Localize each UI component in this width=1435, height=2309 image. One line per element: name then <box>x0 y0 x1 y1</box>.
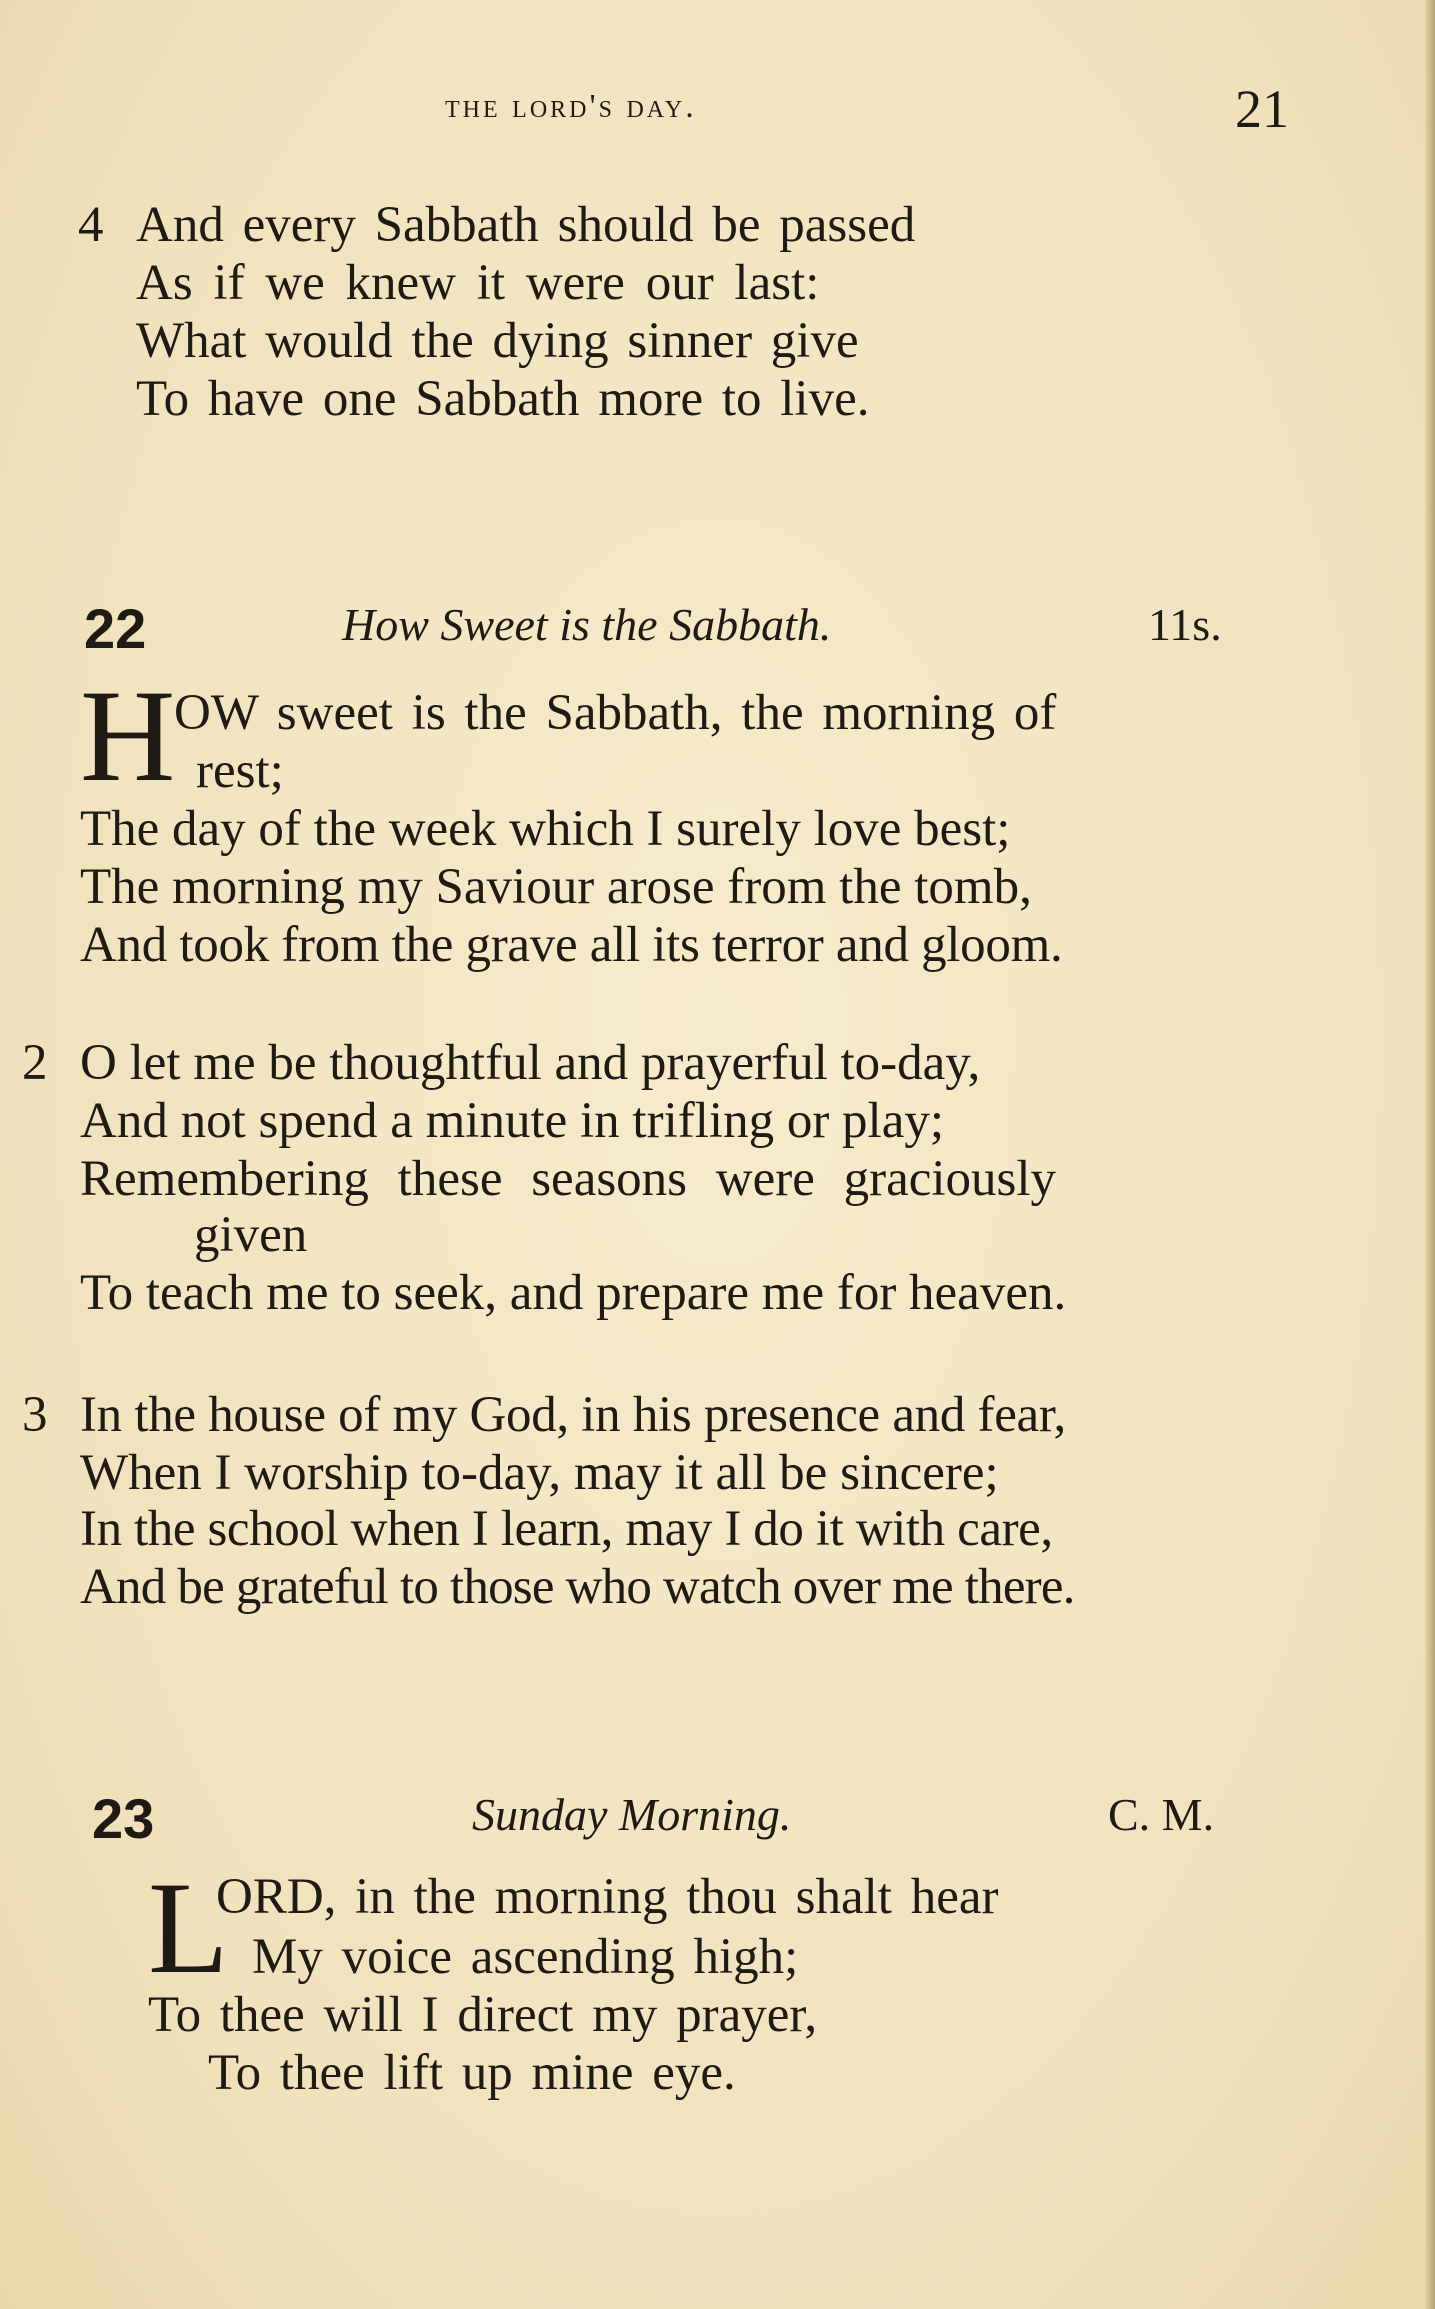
drop-cap: H <box>80 662 176 809</box>
page-header <box>0 78 1435 138</box>
hymn-number: 23 <box>92 1787 155 1850</box>
drop-cap: L <box>148 1854 229 2001</box>
hymn-number: 22 <box>84 597 147 660</box>
page-number: 21 <box>1235 79 1289 139</box>
verse-line: And be grateful to those who watch over me there. <box>80 1559 1075 1615</box>
stanza-number: 2 <box>22 1035 48 1091</box>
verse-line: My voice ascending high; <box>252 1929 799 1985</box>
verse-line: The day of the week which I surely love best; <box>80 801 1011 857</box>
hymn-title: How Sweet is the Sabbath. <box>342 599 832 650</box>
hymn-title: Sunday Morning. <box>472 1789 792 1840</box>
verse-line: OW sweet is the Sabbath, the morning of <box>174 685 1057 741</box>
verse-line: To thee will I direct my prayer, <box>148 1987 818 2043</box>
verse-line: And every Sabbath should be passed <box>136 197 916 253</box>
verse-line: given <box>194 1207 308 1263</box>
stanza-number: 3 <box>22 1387 48 1443</box>
verse-line: O let me be thoughtful and prayerful to-day, <box>80 1035 981 1091</box>
verse-line: And took from the grave all its terror and gloom. <box>80 917 1063 973</box>
page-edge <box>1425 0 1435 2309</box>
verse-line: Remembering these seasons were graciously <box>80 1151 1057 1207</box>
hymn-meter: 11s. <box>1148 599 1222 650</box>
stanza-number: 4 <box>78 197 104 253</box>
verse-line: To teach me to seek, and prepare me for heaven. <box>80 1265 1067 1321</box>
verse-line: And not spend a minute in trifling or play; <box>80 1093 945 1149</box>
running-head: the lord's day. <box>445 88 697 125</box>
verse-line: What would the dying sinner give <box>136 313 859 369</box>
verse-line: The morning my Saviour arose from the tomb, <box>80 859 1032 915</box>
hymn-meter: C. M. <box>1108 1789 1215 1840</box>
verse-line: ORD, in the morning thou shalt hear <box>216 1869 999 1925</box>
verse-line: In the house of my God, in his presence and fear, <box>80 1387 1066 1443</box>
verse-line: When I worship to-day, may it all be sincere; <box>80 1445 999 1501</box>
verse-line: To thee lift up mine eye. <box>208 2045 736 2101</box>
verse-line: In the school when I learn, may I do it with care, <box>80 1501 1053 1557</box>
verse-line: To have one Sabbath more to live. <box>136 371 870 427</box>
verse-line: rest; <box>196 743 284 799</box>
verse-line: As if we knew it were our last: <box>136 255 820 311</box>
